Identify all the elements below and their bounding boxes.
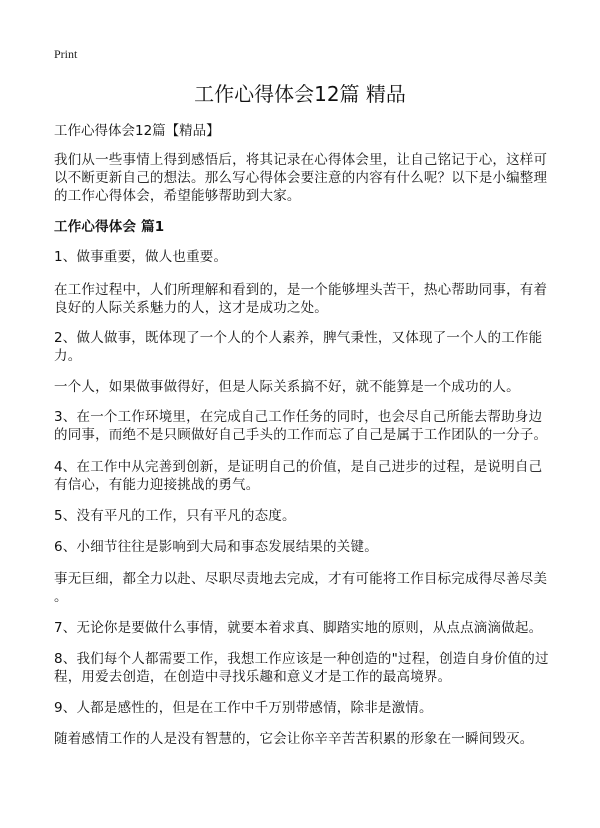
paragraph	[54, 538, 378, 556]
paragraph-line: 8、我们每个人都需要工作，我想工作应该是一种创造的"过程，创造自身价值的过	[54, 651, 549, 667]
paragraph	[54, 151, 547, 205]
paragraph	[54, 378, 520, 396]
paragraph-line: 2、做人做事，既体现了一个人的个人素养，脾气秉性，又体现了一个人的工作能	[54, 330, 543, 346]
paragraph-line: 良好的人际关系魅力的人，这才是成功之处。	[54, 300, 328, 316]
paragraph-line: 9、人都是感性的，但是在工作中千万别带感情，除非是激情。	[54, 700, 433, 716]
paragraph-line: 工作心得体会 篇1	[54, 219, 165, 235]
paragraph-line: 4、在工作中从完善到创新，是证明自己的价值，是自己进步的过程，是说明自己	[54, 459, 543, 475]
paragraph-line: 一个人，如果做事做得好，但是人际关系搞不好，就不能算是一个成功的人。	[54, 379, 520, 395]
print-link[interactable]: Print	[54, 47, 78, 61]
paragraph-line: 有信心，有能力迎接挑战的勇气。	[54, 477, 260, 493]
paragraph	[54, 507, 296, 525]
paragraph	[54, 570, 547, 606]
paragraph	[54, 650, 549, 686]
paragraph	[54, 619, 542, 637]
page-title: 工作心得体会12篇 精品	[194, 82, 406, 106]
paragraph-line: 的同事，而绝不是只顾做好自己手头的工作而忘了自己是属于工作团队的一分子。	[54, 427, 548, 443]
paragraph-line: 1、做事重要，做人也重要。	[54, 249, 228, 265]
paragraph-line: 以不断更新自己的想法。那么写心得体会要注意的内容有什么呢？以下是小编整理	[54, 170, 548, 186]
paragraph-line: 事无巨细，都全力以赴、尽职尽责地去完成，才有可能将工作目标完成得尽善尽美	[54, 571, 548, 587]
paragraph-line: 6、小细节往往是影响到大局和事态发展结果的关键。	[54, 539, 378, 555]
paragraph-line: 程，用爱去创造，在创造中寻找乐趣和意义才是工作的最高境界。	[54, 669, 452, 685]
paragraph	[54, 281, 547, 317]
paragraph	[54, 730, 534, 748]
paragraph	[54, 329, 542, 365]
paragraph	[54, 458, 542, 494]
paragraph-line: 在工作过程中，人们所理解和看到的，是一个能够埋头苦干，热心帮助同事，有着	[54, 282, 548, 298]
paragraph-line: 7、无论你是要做什么事情，就要本着求真、脚踏实地的原则，从点点滴滴做起。	[54, 620, 543, 636]
paragraph-line: 5、没有平凡的工作，只有平凡的态度。	[54, 508, 296, 524]
paragraph-line: 。	[54, 589, 68, 605]
paragraph-line: 我们从一些事情上得到感悟后，将其记录在心得体会里，让自己铭记于心，这样可	[54, 152, 548, 168]
paragraph-line: 的工作心得体会，希望能够帮助到大家。	[54, 188, 301, 204]
paragraph	[54, 699, 433, 717]
paragraph-line: 随着感情工作的人是没有智慧的，它会让你辛辛苦苦积累的形象在一瞬间毁灭。	[54, 731, 534, 747]
paragraph-line: 3、在一个工作环境里，在完成自己工作任务的同时，也会尽自己所能去帮助身边	[54, 409, 543, 425]
paragraph-line: 力。	[54, 348, 82, 364]
paragraph	[54, 408, 547, 444]
paragraph	[54, 248, 227, 266]
document-subtitle: 工作心得体会12篇【精品】	[54, 123, 220, 139]
section-heading	[54, 218, 164, 236]
